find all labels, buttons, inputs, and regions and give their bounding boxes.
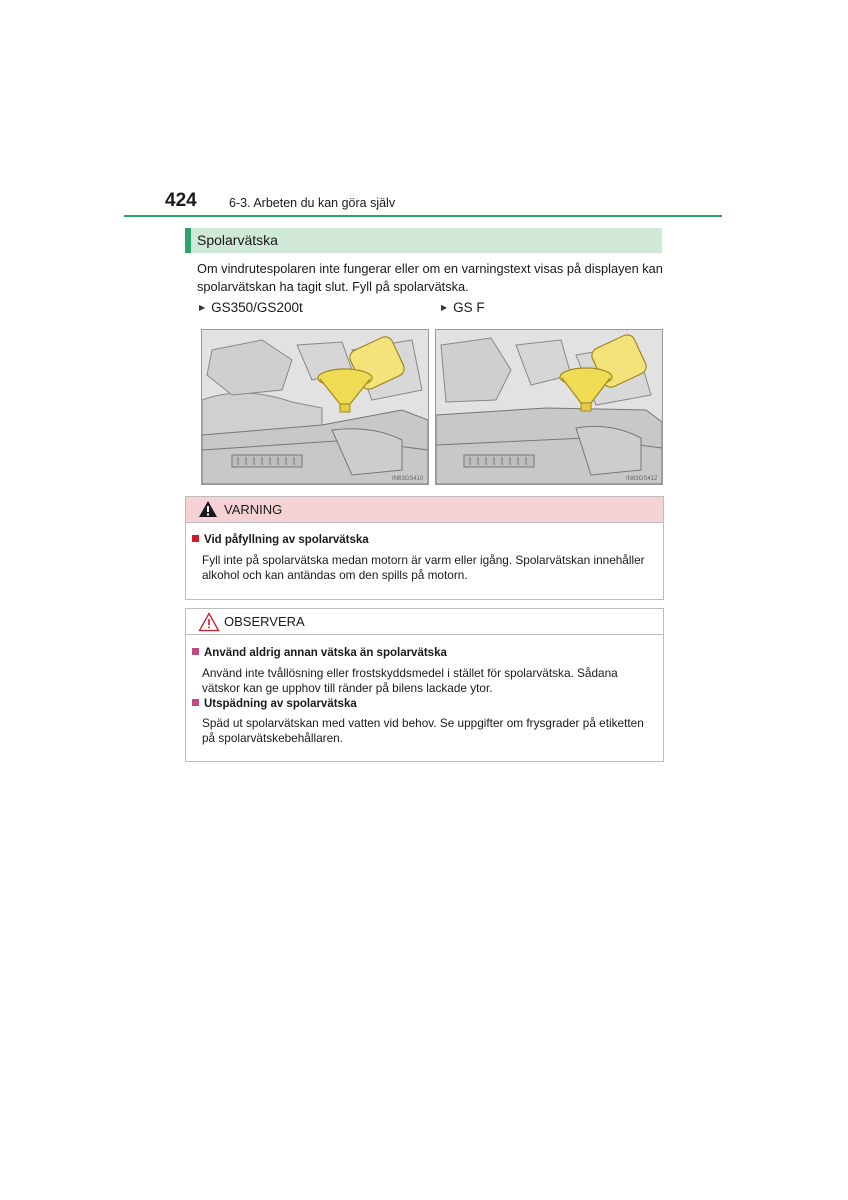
model-label-gs350: ▶ GS350/GS200t — [199, 300, 303, 315]
warning-header — [186, 497, 663, 523]
image-code: IN63GS412 — [626, 476, 658, 482]
notice-heading: OBSERVERA — [224, 614, 305, 629]
engine-bay-illustration-gs350 — [201, 329, 429, 485]
caution-triangle-outline-icon — [198, 612, 220, 637]
notice-item-title: Utspädning av spolarvätska — [192, 698, 357, 710]
notice-item-body: Använd inte tvållösning eller frostskyddsmedel i stället för spolarvätska. Sådana vätskor kan ge upphov till ränder på bilens lackade ytor. — [202, 666, 618, 695]
model-label-gsf: ▶ GS F — [441, 300, 485, 315]
square-bullet-icon — [192, 535, 199, 542]
notice-header — [186, 609, 663, 635]
square-bullet-icon — [192, 648, 199, 655]
warning-triangle-filled-icon — [198, 500, 218, 523]
image-code: IN63GS410 — [392, 476, 424, 482]
warning-item-body: Fyll inte på spolarvätska medan motorn är varm eller igång. Spolarvätskan innehåller alkohol och kan antändas om den spills på motorn. — [202, 553, 645, 582]
section-title: Spolarvätska — [197, 232, 278, 248]
notice-box — [185, 608, 664, 762]
section-heading-bar — [185, 228, 662, 253]
engine-bay-illustration-gsf — [435, 329, 663, 485]
warning-heading: VARNING — [224, 502, 283, 517]
notice-item-title: Använd aldrig annan vätska än spolarvätska — [192, 647, 447, 659]
triangle-bullet-icon: ▶ — [441, 303, 448, 312]
warning-box — [185, 496, 664, 600]
triangle-bullet-icon: ▶ — [199, 303, 206, 312]
section-accent — [185, 228, 191, 253]
header-divider — [124, 215, 722, 217]
square-bullet-icon — [192, 699, 199, 706]
page-number: 424 — [165, 190, 197, 211]
warning-item-title: Vid påfyllning av spolarvätska — [192, 534, 369, 546]
intro-paragraph: Om vindrutespolaren inte fungerar eller om en varningstext visas på displayen kan spolarvätskan ha tagit slut. Fyll på spolarvätska. — [197, 261, 663, 294]
notice-item-body: Späd ut spolarvätskan med vatten vid behov. Se uppgifter om frysgrader på etiketten på spolarvätskebehållaren. — [202, 716, 644, 745]
chapter-title: 6-3. Arbeten du kan göra själv — [229, 196, 396, 210]
